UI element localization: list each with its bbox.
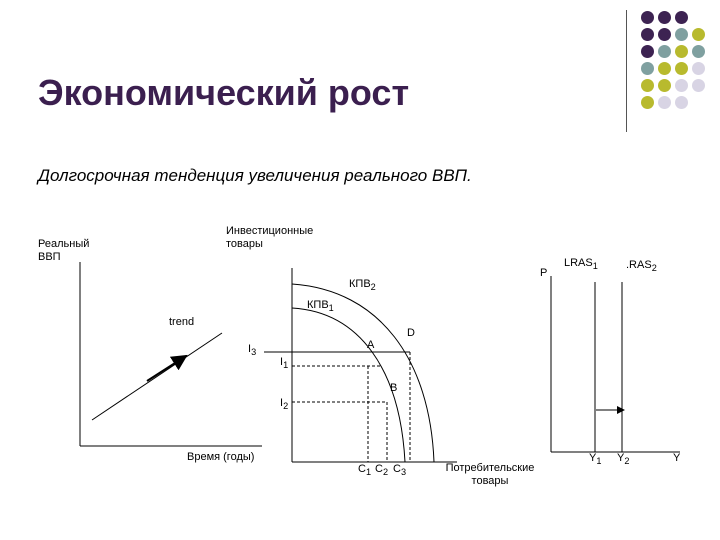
trend-arrow — [147, 356, 186, 381]
ppf-graph — [264, 268, 457, 462]
lras-graph — [551, 276, 680, 452]
i3-label: $I_3$ — [248, 343, 257, 358]
trend-y-axis-label: Реальный ВВП — [38, 238, 90, 263]
trend-line-label: trend — [169, 316, 195, 328]
c3-label: $C_3$ — [393, 463, 407, 478]
c2-label: $C_2$ — [375, 463, 389, 478]
trend-x-axis-label: Время (годы) — [187, 451, 255, 463]
i2-label: $I_2$ — [280, 397, 289, 412]
trend-graph — [80, 262, 262, 446]
point-d-label: D — [407, 327, 415, 339]
point-a-label: A — [367, 339, 375, 351]
point-b-label: B — [390, 382, 398, 394]
slide-title: Экономический рост — [38, 72, 410, 113]
y1-label: $Y_1$ — [589, 452, 602, 467]
lras1-label: $LRAS_1$ — [564, 257, 598, 272]
ppf-curve-1 — [292, 308, 405, 462]
c1-label: $C_1$ — [358, 463, 372, 478]
ppf-curve-1-label: $КПВ_1$ — [307, 299, 334, 314]
lras2-label: $.RAS_2$ — [626, 259, 657, 274]
ppf-x-axis-label: Потребительские товары — [445, 462, 535, 487]
ppf-y-axis-label: Инвестиционные товары — [226, 225, 314, 250]
y2-label: $Y_2$ — [617, 452, 630, 467]
slide-subtitle: Долгосрочная тенденция увеличения реального ВВП. — [38, 166, 472, 185]
lras-x-axis-label: Y — [673, 452, 681, 464]
lras-y-axis-label: P — [540, 267, 548, 279]
ppf-curve-2-label: $КПВ_2$ — [349, 278, 376, 293]
i1-label: $I_1$ — [280, 356, 289, 371]
trend-line — [92, 333, 222, 420]
